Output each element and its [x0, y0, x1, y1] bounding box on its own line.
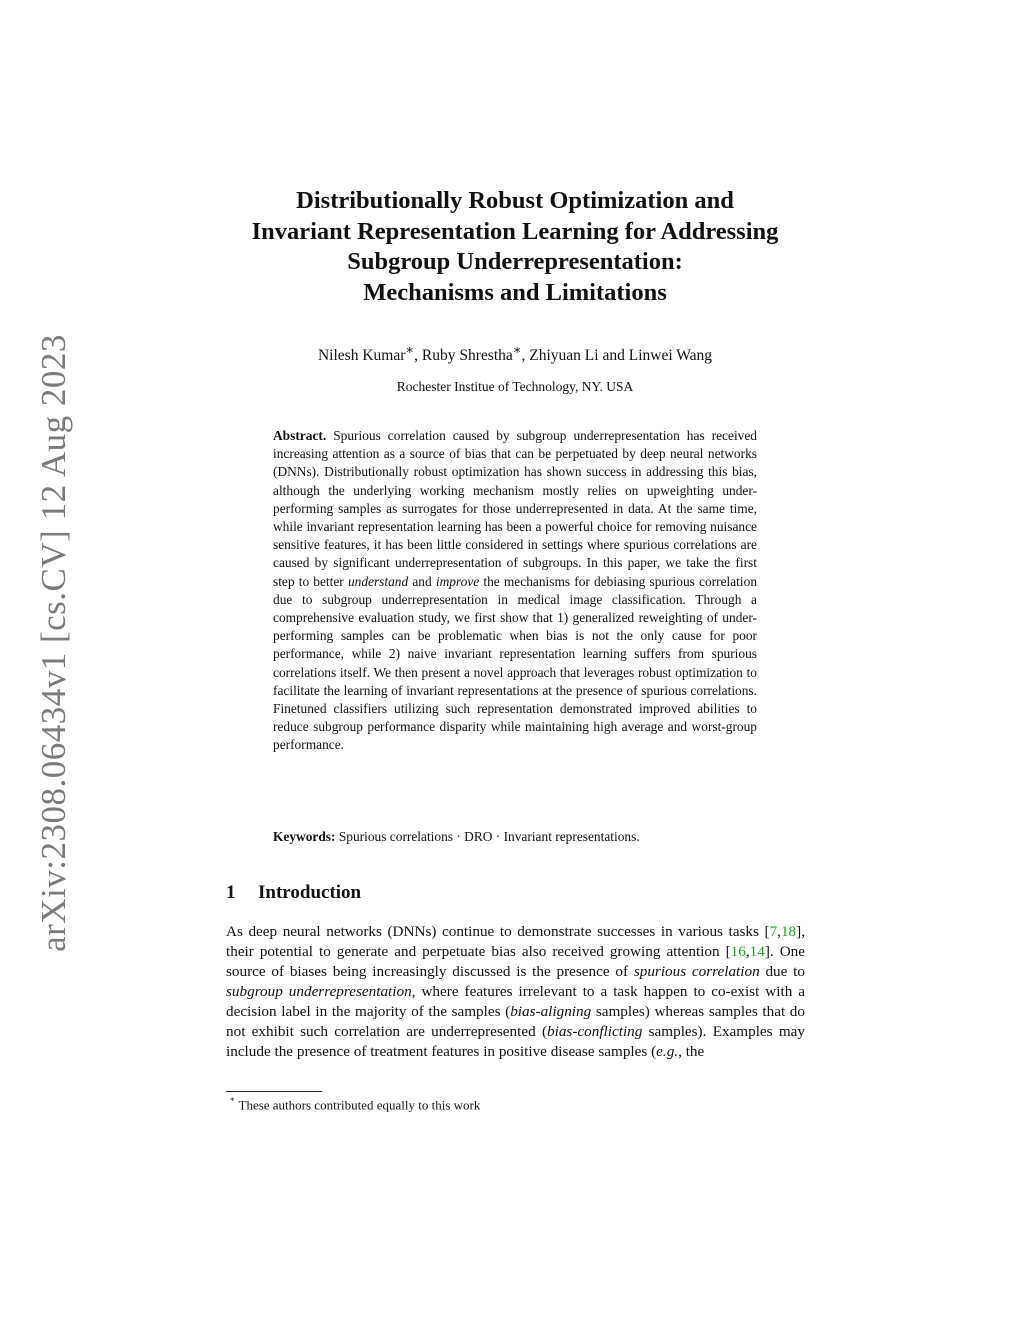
arxiv-identifier-stamp: arXiv:2308.06434v1 [cs.CV] 12 Aug 2023 — [34, 334, 73, 952]
abstract-emphasis: understand — [347, 573, 409, 589]
equal-contribution-mark: ∗ — [512, 342, 522, 357]
title-line: Distributionally Robust Optimization and — [296, 187, 734, 214]
intro-emphasis: bias-aligning — [510, 1003, 592, 1020]
section-title: Introduction — [258, 882, 362, 903]
author-name: Ruby Shrestha — [421, 347, 513, 365]
author-conjunction: and — [598, 347, 629, 365]
footnote-mark: * — [230, 1096, 235, 1106]
citation-link[interactable]: 14 — [749, 943, 765, 960]
author-name: Linwei Wang — [628, 347, 713, 365]
author-list — [200, 342, 830, 365]
section-heading — [226, 882, 361, 904]
footnote-text: These authors contributed equally to this work — [238, 1097, 481, 1113]
footnote — [230, 1096, 480, 1113]
keywords — [273, 829, 757, 845]
footnote-divider — [226, 1091, 322, 1092]
abstract-text: and — [408, 573, 436, 589]
intro-text: where features irrelevant to a task happen to co-exist with a decision label in the majority of the samples ( — [226, 983, 805, 1020]
citation-link[interactable]: 18 — [780, 923, 797, 940]
author-name: Zhiyuan Li — [529, 347, 599, 365]
intro-emphasis: subgroup underrepresentation, — [226, 983, 416, 1000]
intro-text: As deep neural networks (DNNs) continue to demonstrate successes in various tasks [ — [226, 923, 770, 940]
abstract-label: Abstract. — [273, 428, 327, 443]
intro-text: samples). Examples may include the presence of treatment features in positive disease samples ( — [226, 1023, 805, 1060]
intro-emphasis: spurious correlation — [633, 963, 760, 980]
author-separator: , — [414, 347, 422, 365]
equal-contribution-mark: ∗ — [405, 342, 415, 357]
intro-text: samples) whereas samples that do not exhibit such correlation are underrepresented ( — [226, 1003, 805, 1040]
author-separator: , — [521, 347, 530, 365]
abstract-text: the mechanisms for debiasing spurious correlation due to subgroup underrepresentation in medical image classification. Through a comprehensive evaluation study, we first show that 1) generalized reweighting of under-performing samples can be problematic when bias is not the only cause for poor performance, while 2) naive invariant representation learning suffers from spurious correlations itself. We then present a novel approach that leverages robust optimization to facilitate the learning of invariant representations at the presence of spurious correlations. Finetuned classifiers utilizing such representation demonstrated improved abilities to reduce subgroup performance disparity while maintaining high average and worst-group performance. — [273, 573, 758, 753]
intro-text: , the — [678, 1043, 705, 1060]
author-name: Nilesh Kumar — [317, 347, 406, 365]
title-line: Subgroup Underrepresentation: — [347, 248, 683, 275]
intro-text: ]. One source of biases being increasingly discussed is the presence of — [226, 943, 805, 980]
abstract — [273, 427, 757, 755]
keywords-label: Keywords: — [273, 829, 336, 844]
intro-text: , — [745, 943, 750, 960]
abstract-emphasis: improve — [435, 573, 480, 589]
title-line: Mechanisms and Limitations — [363, 278, 667, 306]
intro-text: due to — [759, 963, 805, 980]
citation-link[interactable]: 16 — [730, 943, 746, 960]
intro-emphasis: e.g. — [656, 1043, 679, 1060]
intro-text: ], their potential to generate and perpetuate bias also received growing attention [ — [226, 923, 805, 960]
intro-emphasis: bias-conflicting — [547, 1023, 643, 1040]
introduction-paragraph — [226, 922, 805, 1062]
affiliation: Rochester Institue of Technology, NY. USA — [396, 379, 634, 394]
keywords-text: Spurious correlations · DRO · Invariant representations. — [335, 829, 640, 844]
paper-title — [200, 186, 830, 308]
section-number: 1 — [226, 882, 236, 903]
citation-link[interactable]: 7 — [769, 923, 778, 940]
abstract-text: Spurious correlation caused by subgroup underrepresentation has received increasing attention as a source of bias that can be perpetuated by deep neural networks (DNNs). Distributionally robust optimization has shown success in addressing this bias, although the underlying working mechanism mostly relies on upweighting under-performing samples as surrogates for those underrepresented in data. At the same time, while invariant representation learning has been a powerful choice for removing nuisance sensitive features, it has been little considered in settings where spurious correlations are caused by significant underrepresentation of subgroups. In this paper, we take the first step to better — [273, 428, 757, 589]
title-line: Invariant Representation Learning for Addressing — [251, 217, 779, 245]
intro-text: , — [777, 923, 781, 940]
